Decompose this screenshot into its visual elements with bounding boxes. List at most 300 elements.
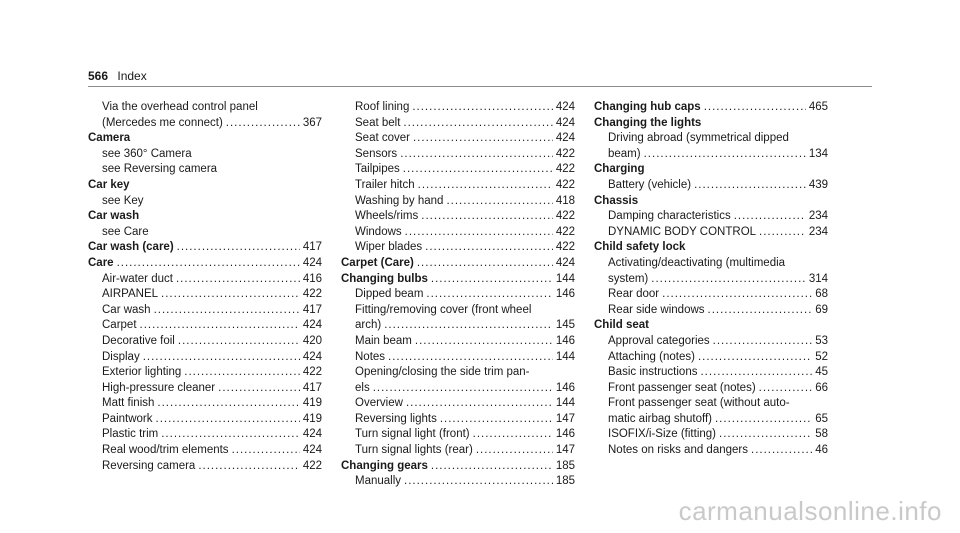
page-reference: 146	[555, 428, 575, 441]
entry-label: Turn signal lights (rear)	[355, 444, 473, 457]
entry-label: Decorative foil	[102, 334, 175, 347]
entry-row	[608, 303, 828, 319]
dot-leader	[644, 147, 806, 163]
index-subentry	[341, 240, 575, 256]
index-heading	[594, 100, 828, 116]
entry-label: Changing hub caps	[594, 101, 701, 113]
index-subentry	[594, 178, 828, 194]
entry-row	[102, 116, 322, 132]
dot-leader	[232, 443, 300, 459]
dot-leader	[694, 178, 806, 194]
dot-leader	[421, 209, 553, 225]
entry-label: Approval categories	[608, 334, 710, 347]
entry-label: Trailer hitch	[355, 178, 415, 191]
page-reference: 147	[555, 444, 575, 457]
entry-text-line: Front passenger seat (without auto-	[608, 397, 790, 410]
dot-leader	[759, 225, 806, 241]
index-subentry	[594, 287, 828, 303]
entry-label: Wheels/rims	[355, 210, 419, 223]
index-subentry	[341, 412, 575, 428]
entry-label: Chassis	[594, 194, 639, 207]
index-heading	[594, 116, 828, 132]
page-reference: 185	[555, 475, 575, 488]
page-reference: 424	[555, 256, 575, 269]
dot-leader	[384, 318, 553, 334]
page-reference: 419	[302, 412, 322, 425]
index-subentry	[341, 287, 575, 303]
page-reference: 416	[302, 272, 322, 285]
entry-row	[355, 334, 575, 350]
dot-leader	[734, 209, 806, 225]
entry-row	[355, 396, 575, 412]
page-reference: 145	[555, 319, 575, 332]
page-reference: 417	[302, 303, 322, 316]
page-reference: 418	[555, 194, 575, 207]
index-subentry	[88, 365, 322, 381]
entry-label: Attaching (notes)	[608, 350, 695, 363]
dot-leader	[431, 459, 553, 475]
dot-leader	[404, 474, 553, 490]
index-column-2	[341, 100, 575, 490]
page-reference: 422	[555, 225, 575, 238]
page-reference: 185	[555, 459, 575, 472]
index-subentry	[341, 225, 575, 241]
index-heading	[88, 209, 322, 225]
section-title: Index	[117, 69, 147, 83]
entry-row	[355, 131, 575, 147]
entry-row	[355, 443, 575, 459]
page-reference: 420	[302, 334, 322, 347]
entry-row	[594, 318, 828, 334]
dot-leader	[426, 287, 552, 303]
entry-label: Child seat	[594, 319, 649, 332]
entry-row	[608, 334, 828, 350]
dot-leader	[161, 287, 300, 303]
entry-row	[355, 162, 575, 178]
entry-label: Tailpipes	[355, 163, 400, 176]
entry-row	[355, 474, 575, 490]
entry-label: Changing bulbs	[341, 272, 428, 285]
entry-label: Turn signal light (front)	[355, 428, 470, 441]
index-subentry	[594, 365, 828, 381]
entry-text-line: Via the overhead control panel	[102, 101, 258, 113]
entry-text-line: see Reversing camera	[102, 163, 218, 176]
index-heading	[594, 194, 828, 210]
entry-row	[594, 240, 828, 256]
index-subentry	[594, 256, 828, 287]
entry-label: Changing the lights	[594, 116, 702, 129]
dot-leader	[412, 100, 552, 116]
index-subentry	[341, 131, 575, 147]
entry-label: matic airbag shutoff)	[608, 412, 712, 425]
dot-leader	[157, 396, 299, 412]
index-subentry	[594, 334, 828, 350]
index-heading	[594, 162, 828, 178]
entry-label: Care	[88, 256, 114, 269]
entry-label: Carpet	[102, 319, 137, 332]
page-reference: 68	[815, 288, 828, 301]
dot-leader	[373, 381, 553, 397]
page-reference: 146	[555, 288, 575, 301]
page-reference: 465	[808, 101, 828, 113]
entry-row	[102, 334, 322, 350]
entry-label: arch)	[355, 319, 382, 332]
page-reference: 144	[555, 397, 575, 410]
index-heading	[341, 256, 575, 272]
index-subentry	[594, 131, 828, 162]
entry-row	[608, 427, 828, 443]
entry-label: Car wash	[88, 210, 140, 223]
page-reference: 422	[302, 288, 322, 301]
index-heading	[88, 256, 322, 272]
page-reference: 234	[808, 225, 828, 238]
entry-row	[88, 256, 322, 272]
entry-row	[355, 287, 575, 303]
index-subentry	[88, 381, 322, 397]
entry-row	[355, 350, 575, 366]
entry-label: Car wash (care)	[88, 241, 174, 254]
dot-leader	[156, 412, 300, 428]
page-reference: 422	[555, 147, 575, 160]
entry-text-line: Driving abroad (symmetrical dipped	[608, 132, 789, 145]
entry-row	[341, 256, 575, 272]
index-subentry	[88, 443, 322, 459]
index-subentry	[88, 162, 322, 178]
entry-label: High-pressure cleaner	[102, 381, 216, 394]
entry-label: Roof lining	[355, 101, 410, 113]
dot-leader	[400, 147, 553, 163]
entry-row	[355, 412, 575, 428]
entry-row	[355, 318, 575, 334]
index-subentry	[341, 443, 575, 459]
entry-row	[608, 381, 828, 397]
page-reference: 69	[815, 303, 828, 316]
page-reference: 422	[302, 459, 322, 472]
index-subentry	[88, 459, 322, 475]
page-reference: 46	[815, 444, 828, 457]
index-subentry	[88, 318, 322, 334]
entry-label: Damping characteristics	[608, 210, 731, 223]
entry-row	[102, 318, 322, 334]
dot-leader	[418, 178, 553, 194]
entry-row	[594, 116, 828, 132]
entry-row	[102, 443, 322, 459]
watermark: carmanualsonline.info	[678, 496, 942, 526]
index-heading	[88, 240, 322, 256]
entry-label: Manually	[355, 475, 402, 488]
entry-row	[608, 272, 828, 288]
entry-label: Air-water duct	[102, 272, 173, 285]
dot-leader	[388, 350, 553, 366]
dot-leader	[403, 162, 553, 178]
entry-label: Car key	[88, 178, 130, 191]
page-reference: 422	[555, 178, 575, 191]
page-number: 566	[88, 69, 109, 83]
entry-label: Wiper blades	[355, 241, 423, 254]
entry-row	[608, 225, 828, 241]
page-reference: 45	[815, 366, 828, 379]
dot-leader	[117, 256, 300, 272]
index-subentry	[88, 303, 322, 319]
entry-label: Exterior lighting	[102, 366, 182, 379]
index-subentry	[594, 209, 828, 225]
entry-label: Dipped beam	[355, 288, 424, 301]
index-heading	[341, 459, 575, 475]
entry-label: Display	[102, 350, 140, 363]
index-column-1	[88, 100, 322, 474]
index-subentry	[341, 116, 575, 132]
entry-label: Overview	[355, 397, 403, 410]
entry-text-line: Opening/closing the side trim pan-	[355, 366, 530, 379]
entry-row	[355, 100, 575, 116]
entry-text-line: Activating/deactivating (multimedia	[608, 256, 786, 269]
page-reference: 58	[815, 428, 828, 441]
entry-text-line: see Key	[102, 194, 144, 207]
index-subentry	[341, 396, 575, 412]
dot-leader	[473, 427, 553, 443]
dot-leader	[440, 412, 553, 428]
index-column-3	[594, 100, 828, 459]
entry-row	[102, 303, 322, 319]
entry-label: AIRPANEL	[102, 288, 159, 301]
page-reference: 53	[815, 334, 828, 347]
index-subentry	[88, 194, 322, 210]
entry-label: (Mercedes me connect)	[102, 116, 223, 129]
entry-row	[608, 287, 828, 303]
dot-leader	[446, 194, 552, 210]
entry-row	[102, 365, 322, 381]
index-subentry	[88, 147, 322, 163]
entry-label: Reversing camera	[102, 459, 196, 472]
dot-leader	[405, 225, 553, 241]
index-subentry	[341, 178, 575, 194]
page-reference: 422	[302, 366, 322, 379]
index-subentry	[341, 209, 575, 225]
entry-row	[608, 209, 828, 225]
entry-row	[102, 350, 322, 366]
index-subentry	[341, 147, 575, 163]
index-subentry	[88, 287, 322, 303]
dot-leader	[651, 272, 806, 288]
entry-label: Camera	[88, 132, 131, 145]
index-subentry	[594, 381, 828, 397]
index-subentry	[594, 350, 828, 366]
dot-leader	[161, 427, 300, 443]
entry-row	[594, 194, 828, 210]
dot-leader	[700, 365, 812, 381]
entry-label: DYNAMIC BODY CONTROL	[608, 225, 757, 238]
index-subentry	[88, 116, 322, 132]
dot-leader	[431, 272, 553, 288]
index-subentry	[88, 396, 322, 412]
index-heading	[594, 240, 828, 256]
index-subentry	[341, 350, 575, 366]
page-reference: 144	[555, 350, 575, 363]
index-subentry	[88, 225, 322, 241]
entry-row	[102, 427, 322, 443]
index-subentry	[341, 100, 575, 116]
entry-row	[88, 209, 322, 225]
dot-leader	[751, 443, 812, 459]
page-reference: 146	[555, 381, 575, 394]
dot-leader	[759, 381, 813, 397]
index-subentry	[341, 303, 575, 334]
entry-label: Carpet (Care)	[341, 256, 414, 269]
dot-leader	[415, 334, 553, 350]
entry-label: Rear door	[608, 288, 660, 301]
dot-leader	[177, 240, 300, 256]
index-subentry	[88, 272, 322, 288]
page-reference: 234	[808, 210, 828, 223]
index-subentry	[88, 412, 322, 428]
entry-label: Main beam	[355, 334, 412, 347]
index-subentry	[341, 334, 575, 350]
entry-label: Seat cover	[355, 132, 410, 145]
header-divider	[88, 86, 872, 87]
entry-row	[608, 147, 828, 163]
dot-leader	[417, 256, 553, 272]
index-subentry	[88, 427, 322, 443]
index-subentry	[594, 427, 828, 443]
entry-row	[608, 350, 828, 366]
index-subentry	[341, 365, 575, 396]
index-heading	[88, 131, 322, 147]
entry-label: Real wood/trim elements	[102, 444, 229, 457]
entry-label: Matt finish	[102, 397, 155, 410]
dot-leader	[413, 131, 553, 147]
index-subentry	[341, 427, 575, 443]
page-reference: 422	[555, 241, 575, 254]
dot-leader	[715, 412, 812, 428]
page-reference: 134	[808, 147, 828, 160]
dot-leader	[184, 365, 300, 381]
entry-label: Washing by hand	[355, 194, 444, 207]
page-reference: 439	[808, 178, 828, 191]
dot-leader	[140, 318, 300, 334]
entry-row	[355, 209, 575, 225]
entry-row	[594, 162, 828, 178]
index-heading	[88, 178, 322, 194]
page-reference: 424	[555, 101, 575, 113]
index-heading	[341, 272, 575, 288]
entry-label: Car wash	[102, 303, 151, 316]
page-reference: 147	[555, 412, 575, 425]
page-reference: 419	[302, 397, 322, 410]
entry-row	[102, 381, 322, 397]
page-reference: 417	[302, 241, 322, 254]
entry-row	[355, 225, 575, 241]
entry-label: Basic instructions	[608, 366, 698, 379]
entry-row	[102, 272, 322, 288]
page-reference: 144	[555, 272, 575, 285]
page-reference: 422	[555, 210, 575, 223]
page-reference: 424	[302, 350, 322, 363]
index-subentry	[88, 100, 322, 116]
dot-leader	[218, 381, 300, 397]
index-subentry	[594, 443, 828, 459]
page-reference: 422	[555, 163, 575, 176]
entry-row	[355, 147, 575, 163]
entry-row	[355, 178, 575, 194]
entry-row	[355, 116, 575, 132]
entry-row	[88, 240, 322, 256]
dot-leader	[154, 303, 300, 319]
entry-row	[102, 459, 322, 475]
entry-label: Notes	[355, 350, 386, 363]
page-reference: 314	[808, 272, 828, 285]
dot-leader	[403, 116, 552, 132]
entry-row	[355, 240, 575, 256]
page-reference: 424	[555, 116, 575, 129]
entry-row	[102, 412, 322, 428]
entry-text-line: see Care	[102, 225, 149, 238]
index-heading	[594, 318, 828, 334]
entry-label: Charging	[594, 163, 645, 176]
entry-label: Reversing lights	[355, 412, 437, 425]
entry-label: Seat belt	[355, 116, 401, 129]
page-reference: 146	[555, 334, 575, 347]
entry-row	[341, 459, 575, 475]
dot-leader	[176, 272, 300, 288]
page-reference: 367	[302, 116, 322, 129]
page-reference: 424	[555, 132, 575, 145]
entry-label: Plastic trim	[102, 428, 159, 441]
index-subentry	[341, 194, 575, 210]
dot-leader	[713, 334, 813, 350]
dot-leader	[476, 443, 553, 459]
index-subentry	[341, 162, 575, 178]
entry-row	[88, 131, 322, 147]
entry-row	[594, 100, 828, 116]
entry-row	[102, 287, 322, 303]
index-subentry	[594, 225, 828, 241]
entry-row	[88, 178, 322, 194]
entry-text-line: see 360° Camera	[102, 147, 192, 160]
page-reference: 424	[302, 256, 322, 269]
index-subentry	[88, 350, 322, 366]
entry-row	[608, 178, 828, 194]
entry-label: ISOFIX/i-Size (fitting)	[608, 428, 716, 441]
entry-label: Notes on risks and dangers	[608, 444, 748, 457]
dot-leader	[704, 100, 806, 116]
page-reference: 424	[302, 319, 322, 332]
entry-label: Sensors	[355, 147, 398, 160]
dot-leader	[719, 427, 812, 443]
dot-leader	[708, 303, 813, 319]
dot-leader	[143, 350, 300, 366]
entry-row	[608, 365, 828, 381]
dot-leader	[178, 334, 300, 350]
index-subentry	[88, 334, 322, 350]
entry-label: Paintwork	[102, 412, 153, 425]
dot-leader	[226, 116, 300, 132]
entry-label: els	[355, 381, 370, 394]
page-reference: 424	[302, 428, 322, 441]
page-reference: 66	[815, 381, 828, 394]
page-header	[88, 69, 147, 83]
entry-label: Rear side windows	[608, 303, 705, 316]
entry-label: system)	[608, 272, 649, 285]
entry-label: Windows	[355, 225, 402, 238]
entry-row	[608, 443, 828, 459]
page-reference: 65	[815, 412, 828, 425]
entry-row	[102, 396, 322, 412]
entry-row	[355, 381, 575, 397]
entry-row	[608, 412, 828, 428]
index-subentry	[594, 303, 828, 319]
page-reference: 417	[302, 381, 322, 394]
page-reference: 424	[302, 444, 322, 457]
